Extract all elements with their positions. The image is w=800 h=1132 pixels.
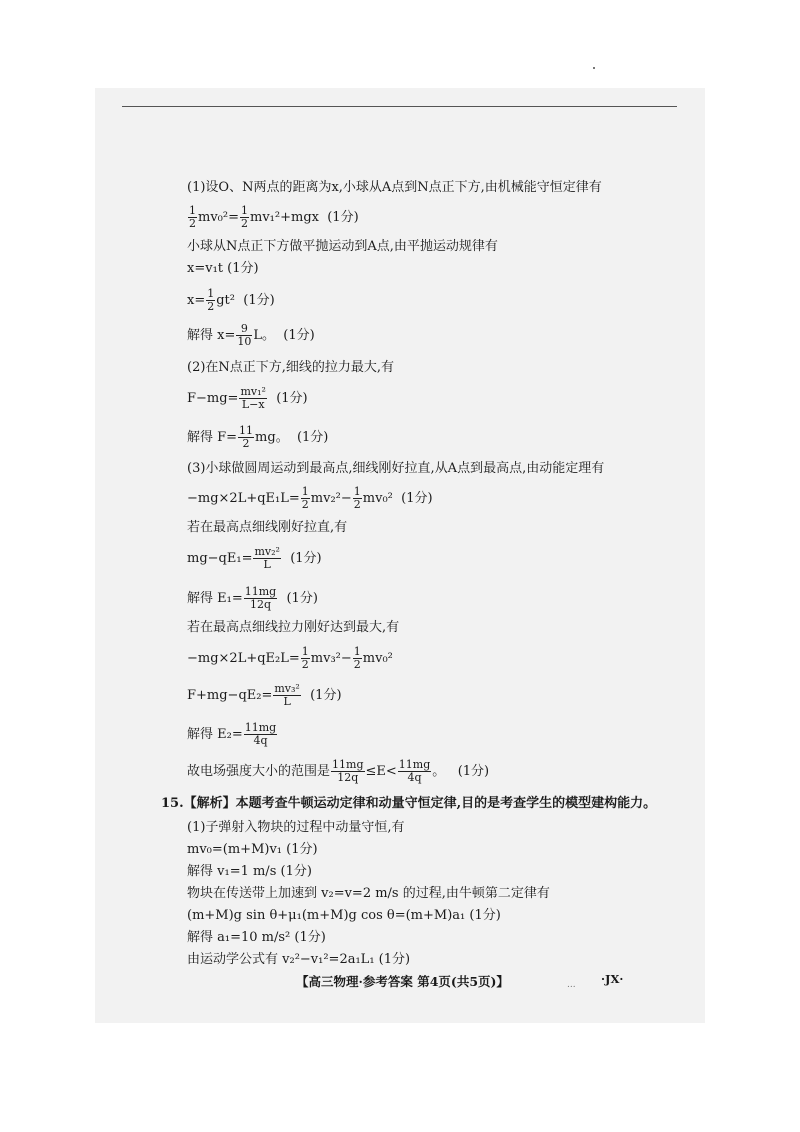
q14-part1-b: 小球从N点正下方做平抛运动到A点,由平抛运动规律有 (187, 239, 498, 254)
q15-eq5: 由运动学公式有 v₂²−v₁²=2a₁L₁ (1分) (187, 952, 411, 967)
fraction: $\frac{1}{2}$ (241, 204, 248, 230)
q14-eq9: 解得 E₁= $\frac{11mg}{12q}$ (1分) (187, 585, 318, 611)
q15-eq2: 解得 v₁=1 m/s (1分) (187, 864, 312, 879)
q14-eq13: 故电场强度大小的范围是 $\frac{11mg}{12q}$ ≤E< $\frac{11mg}{4q}$ 。 (1分) (187, 758, 490, 784)
fraction: $\frac{\text{mv₂²}}{L}$ (254, 545, 280, 571)
q15-eq3: (m+M)g sin θ+μ₁(m+M)g cos θ=(m+M)a₁ (1分) (187, 908, 501, 923)
fraction: $\frac{1}{2}$ (353, 485, 361, 511)
q15-heading: 15.【解析】本题考查牛顿运动定律和动量守恒定律,目的是考查学生的模型建构能力。 (161, 796, 657, 811)
fraction: $\frac{1}{2}$ (301, 645, 309, 671)
header-rule (122, 106, 677, 107)
q15-eq4: 解得 a₁=10 m/s² (1分) (187, 930, 326, 945)
fraction: $\frac{\text{mv₃²}}{L}$ (274, 682, 300, 708)
q14-eq11: F+mg−qE₂= $\frac{\text{mv₃²}}{L}$ (1分) (187, 682, 342, 708)
fraction: $\frac{9}{10}$ (237, 322, 252, 348)
fraction: $\frac{\text{mv₁²}}{L-x}$ (240, 385, 266, 411)
page-footer-label: 【高三物理·参考答案 第4页(共5页)】 (296, 974, 509, 989)
q15-part1-intro: (1)子弹射入物块的过程中动量守恒,有 (187, 820, 405, 835)
fraction: $\frac{11mg}{12q}$ (332, 758, 364, 784)
footer-code: ·JX· (601, 972, 624, 986)
fraction: $\frac{11mg}{4q}$ (398, 758, 431, 784)
q14-eq1: $\frac{1}{2}$ mv₀²= $\frac{1}{2}$ mv₁²+mgx (1分) (189, 204, 359, 230)
q14-part1-intro: (1)设O、N两点的距离为x,小球从A点到N点正下方,由机械能守恒定律有 (187, 180, 602, 195)
fraction: $\frac{11mg}{12q}$ (244, 585, 277, 611)
q14-eq10: −mg×2L+qE₂L= $\frac{1}{2}$ mv₃²− $\frac{1}{2}$ mv₀² (187, 645, 393, 671)
footer-dots: ... (567, 980, 576, 990)
q14-eq8: mg−qE₁= $\frac{\text{mv₂²}}{L}$ (1分) (187, 545, 322, 571)
q14-part3-c: 若在最高点细线拉力刚好达到最大,有 (187, 620, 400, 635)
q14-eq2: x=v₁t (1分) (187, 261, 259, 276)
q14-eq3: x= $\frac{1}{2}$ gt² (1分) (187, 287, 275, 313)
q14-eq12: 解得 E₂= $\frac{11mg}{4q}$ (187, 721, 277, 747)
q14-eq5: F−mg= $\frac{\text{mv₁²}}{L-x}$ (1分) (187, 385, 308, 411)
fraction: $\frac{11}{2}$ (239, 424, 254, 450)
fraction: $\frac{1}{2}$ (207, 287, 215, 313)
q14-part3-intro: (3)小球做圆周运动到最高点,细线刚好拉直,从A点到最高点,由动能定理有 (187, 461, 605, 476)
fraction: $\frac{1}{2}$ (301, 485, 309, 511)
q14-part3-b: 若在最高点细线刚好拉直,有 (187, 520, 348, 535)
q14-eq7: −mg×2L+qE₁L= $\frac{1}{2}$ mv₂²− $\frac{1}{2}$ mv₀² (1分) (187, 485, 433, 511)
fraction: $\frac{1}{2}$ (353, 645, 361, 671)
q15-part1-b: 物块在传送带上加速到 v₂=v=2 m/s 的过程,由牛顿第二定律有 (187, 886, 550, 901)
q14-eq4: 解得 x= $\frac{9}{10}$ L。 (1分) (187, 322, 315, 348)
scan-speck (593, 67, 595, 69)
q14-part2-intro: (2)在N点正下方,细线的拉力最大,有 (187, 360, 395, 375)
analysis-tag: 【解析】 (183, 796, 236, 811)
fraction: $\frac{1}{2}$ (189, 204, 196, 230)
q15-eq1: mv₀=(m+M)v₁ (1分) (187, 842, 318, 857)
q14-eq6: 解得 F= $\frac{11}{2}$ mg。 (1分) (187, 424, 329, 450)
fraction: $\frac{11mg}{4q}$ (244, 721, 277, 747)
